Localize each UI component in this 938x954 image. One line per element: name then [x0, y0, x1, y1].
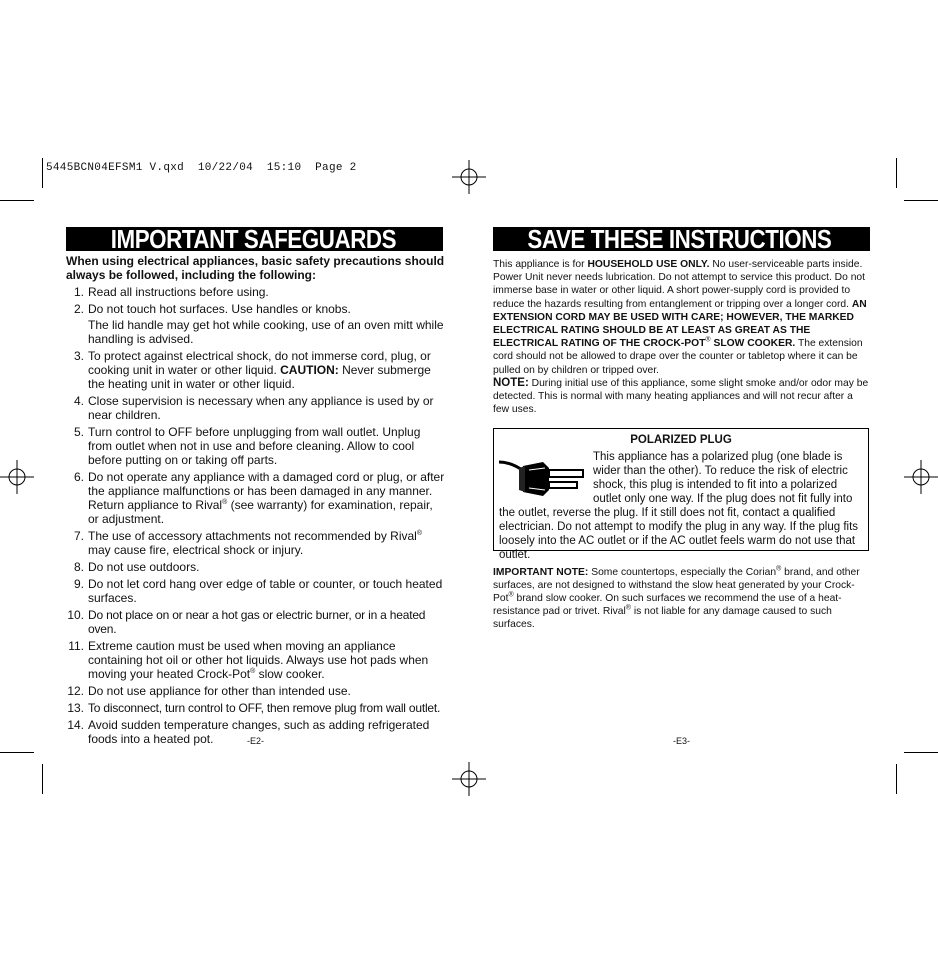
- list-item: 10. Do not place on or near a hot gas or electric burner, or in a heated oven.: [67, 608, 426, 636]
- list-item: 1. Read all instructions before using.: [73, 285, 269, 299]
- list-item: 9. Do not let cord hang over edge of table or counter, or touch heated surfaces.: [73, 577, 443, 605]
- crop-mark: [42, 764, 43, 794]
- list-item: 11. Extreme caution must be used when moving an appliance containing hot oil or other hot liquids. Always use hot pads when moving your heated Crock-Pot® slow cooker.: [68, 639, 429, 681]
- safeguards-intro: When using electrical appliances, basic safety precautions should always be followed, including the following:: [66, 254, 445, 282]
- list-item: 13. To disconnect, turn control to OFF, then remove plug from wall outlet.: [67, 701, 441, 715]
- list-item: 7. The use of accessory attachments not recommended by Rival® may cause fire, electrical shock or injury.: [73, 529, 422, 557]
- instructions-column: [493, 258, 871, 416]
- note-paragraph: NOTE: During initial use of this appliance, some slight smoke and/or odor may be detected. This is normal with many heating appliances and will not recur after a few uses.: [493, 376, 869, 416]
- box-text: This appliance has a polarized plug (one blade is wider than the other). To reduce the risk of electric shock, this plug is intended to fit into a polarized outlet only one way. If the plug does not fit fully into the outlet, reverse the plug. If it still does not fit, contact a qualified electrician. Do not attempt to modify the plug in any way. If the plug fits loosely into the AC outlet or if the AC outlet feels warm do not use that outlet.: [499, 450, 864, 562]
- registration-mark-icon: [0, 460, 34, 494]
- list-item: 4. Close supervision is necessary when any appliance is used by or near children.: [73, 394, 434, 422]
- box-title: POLARIZED PLUG: [630, 434, 732, 446]
- safeguards-list: [66, 285, 446, 746]
- polarized-plug-box: [493, 428, 869, 561]
- list-item: 8. Do not use outdoors.: [73, 560, 200, 574]
- page-title-right: SAVE THESE INSTRUCTIONS: [493, 227, 870, 251]
- list-item: 3. To protect against electrical shock, do not immerse cord, plug, or cooking unit in water or other liquid. CAUTION: Never submerge the heating unit in water or other liquid.: [73, 349, 431, 391]
- list-item: 14. Avoid sudden temperature changes, such as adding refrigerated foods into a heated pot.: [67, 718, 430, 746]
- polarized-plug-icon: [499, 448, 591, 506]
- registration-mark-icon: [452, 160, 486, 194]
- page-title-left: IMPORTANT SAFEGUARDS: [66, 227, 443, 251]
- safeguards-column: [66, 254, 446, 749]
- page-number-left: -E2-: [247, 736, 265, 746]
- crop-mark: [896, 764, 897, 794]
- crop-mark: [0, 752, 34, 753]
- list-item: 6. Do not operate any appliance with a damaged cord or plug, or after the appliance malfunctions or has been damaged in any manner. Return appliance to Rival® (see warranty) for examination, repair, or adjustment.: [73, 470, 445, 526]
- crop-mark: [0, 200, 34, 201]
- file-slug: 5445BCN04EFSM1 V.qxd 10/22/04 15:10 Page 2: [46, 162, 357, 174]
- crop-mark: [904, 752, 938, 753]
- list-item: 5. Turn control to OFF before unplugging from wall outlet. Unplug from outlet when not in use and before cleaning. Allow to cool before putting on or taking off parts.: [73, 425, 421, 467]
- crop-mark: [42, 158, 43, 188]
- registration-mark-icon: [452, 762, 486, 796]
- crop-mark: [896, 158, 897, 188]
- registration-mark-icon: [904, 460, 938, 494]
- page-number-right: -E3-: [673, 736, 691, 746]
- important-note: IMPORTANT NOTE: Some countertops, especially the Corian® brand, and other surfaces, are not designed to withstand the slow heat generated by your Crock-Pot® brand slow cooker. On such surfaces we recommend the use of a heat-resistance pad or trivet. Rival® is not liable for any damage caused to such surfaces.: [493, 565, 860, 630]
- list-item: 2. Do not touch hot surfaces. Use handles or knobs. The lid handle may get hot while cooking, use of an oven mitt while handling is advised.: [73, 302, 444, 346]
- list-item: 12. Do not use appliance for other than intended use.: [67, 684, 351, 698]
- crop-mark: [904, 200, 938, 201]
- household-use-paragraph: This appliance is for HOUSEHOLD USE ONLY. No user-serviceable parts inside. Power Unit never needs lubrication. Do not attempt to service this product. Do not immerse base in water or other liquid. A short power-supply cord is provided to reduce the hazards resulting from entanglement or tripping over a longer cord. AN EXTENSION CORD MAY BE USED WITH CARE; HOWEVER, THE MARKED ELECTRICAL RATING SHOULD BE AT LEAST AS GREAT AS THE ELECTRICAL RATING OF THE CROCK-POT® SLOW COOKER. The extension cord should not be allowed to drape over the counter or tabletop where it can be pulled on by children or tripped over.: [493, 259, 867, 376]
